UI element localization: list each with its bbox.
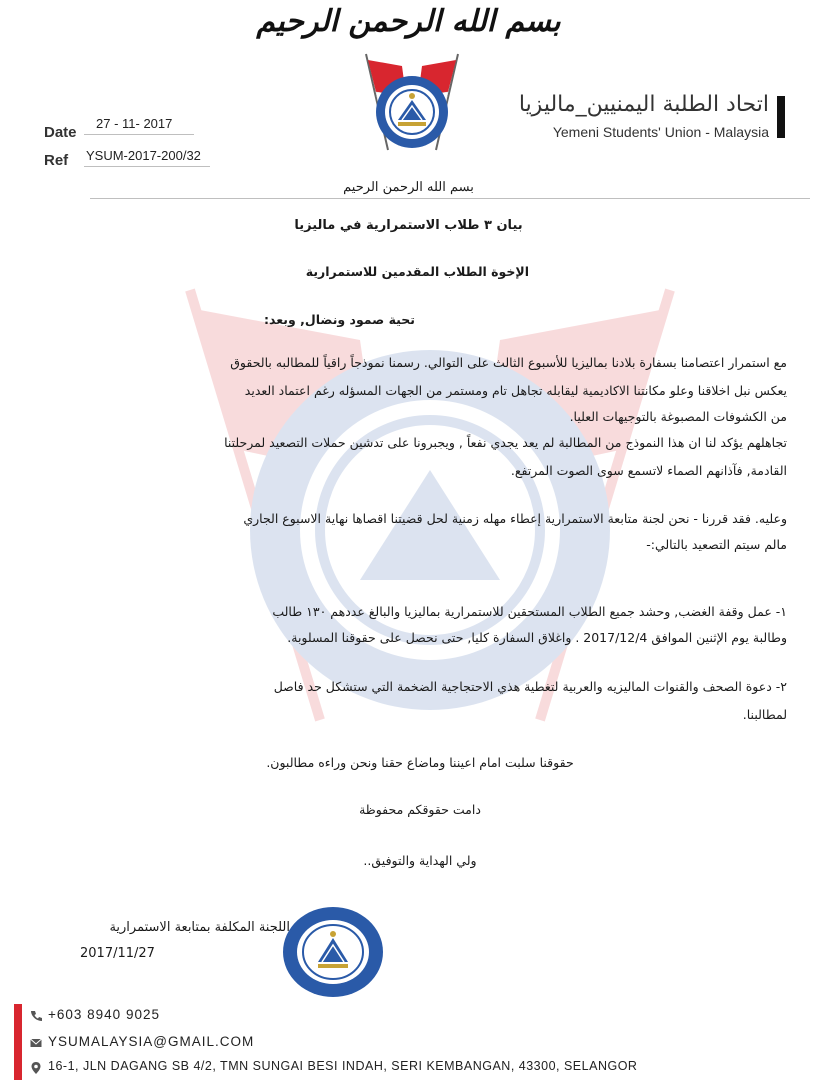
header-divider xyxy=(90,198,810,199)
location-pin-icon xyxy=(30,1062,42,1074)
closing-line-1: حقوقنا سلبت امام اعيننا وماضاع حقنا ونحن وراءه مطالبون. xyxy=(266,755,574,770)
item1-line2: وطالبة يوم الإثنين الموافق 2017/12/4 . واغلاق السفارة كليا, حتى نحصل على حقوقنا المسلوبة. xyxy=(287,630,787,645)
para1-line1: مع استمرار اعتصامنا بسفارة بلادنا بماليزيا للأسبوع الثالث على التوالي. رسمنا نموذجاً راقياً للمطالبه بالحقوق xyxy=(230,355,787,370)
envelope-icon xyxy=(30,1037,42,1049)
item2-line2: لمطالبنا. xyxy=(742,707,787,722)
para1-line3: من الكشوفات المصبوغة بالتوجيهات العليا. xyxy=(569,409,787,424)
para1-line2: يعكس نبل اخلاقنا وعلو مكانتنا الاكاديمية ليقابله تجاهل تام ومستمر من الجهات المسؤله رغم اعتماد العديد xyxy=(244,383,787,398)
item2-line1: ٢- دعوة الصحف والقنوات الماليزيه والعربية لتغطية هذي الاحتجاجية الضخمة التي ستشكل حد فاصل xyxy=(273,679,787,694)
closing-line-2: دامت حقوقكم محفوظة xyxy=(359,802,481,817)
signature-committee: اللجنة المكلفة بمتابعة الاستمرارية xyxy=(109,920,290,935)
phone-number[interactable]: +603 8940 9025 xyxy=(48,1007,160,1022)
ref-label: Ref xyxy=(44,152,69,169)
para2-line1: تجاهلهم يؤكد لنا ان هذا النموذج من المطالبة لم يعد يجدي نفعاً , ويجبرونا على تدشين حملات التصعيد لمرحلتنا xyxy=(224,435,787,450)
date-value: 27 - 11- 2017 xyxy=(96,116,173,131)
para2-line2: القادمة, فآذانهم الصماء لاتسمع سوى الصوت المرتفع. xyxy=(510,463,787,478)
letter-title: بيان ٣ طلاب الاستمرارية في ماليزيا xyxy=(294,218,523,233)
ref-underline xyxy=(84,166,210,167)
para3-line1: وعليه. فقد قررنا - نحن لجنة متابعة الاستمرارية إعطاء مهله زمنية لحل قضيتنا اقصاها نهاية الاسبوع الجاري xyxy=(243,511,787,526)
para3-line2: مالم سيتم التصعيد بالتالي:- xyxy=(646,537,787,552)
union-logo xyxy=(352,46,472,164)
union-stamp xyxy=(280,904,386,1000)
item1-line1: ١- عمل وقفة الغضب, وحشد جميع الطلاب المستحقين للاستمرارية بماليزيا والبالغ عددهم ١٣٠ طالب xyxy=(272,604,787,619)
signature-date: 2017/11/27 xyxy=(80,946,155,961)
phone-icon xyxy=(30,1010,42,1022)
ref-value: YSUM-2017-200/32 xyxy=(86,148,201,163)
closing-line-3: ولي الهداية والتوفيق.. xyxy=(363,853,477,868)
watermark-logo xyxy=(150,280,710,730)
postal-address: 16-1, JLN DAGANG SB 4/2, TMN SUNGAI BESI INDAH, SERI KEMBANGAN, 43300, SELANGOR xyxy=(48,1059,638,1073)
date-label: Date xyxy=(44,124,77,141)
footer-accent-bar xyxy=(14,1004,22,1080)
union-name-english: Yemeni Students' Union - Malaysia xyxy=(552,124,769,140)
union-name-arabic: اتحاد الطلبة اليمنيين_ماليزيا xyxy=(518,92,769,117)
union-name-bar xyxy=(777,96,785,138)
bismillah-calligraphy: بسم الله الرحمن الرحيم xyxy=(256,4,561,39)
greeting: تحية صمود ونضال, وبعد: xyxy=(264,312,415,327)
date-underline xyxy=(84,134,194,135)
email-address[interactable]: YSUMALAYSIA@GMAIL.COM xyxy=(48,1034,255,1049)
basmala-line: بسم الله الرحمن الرحيم xyxy=(343,180,474,195)
addressee: الإخوة الطلاب المقدمين للاستمرارية xyxy=(305,264,529,279)
